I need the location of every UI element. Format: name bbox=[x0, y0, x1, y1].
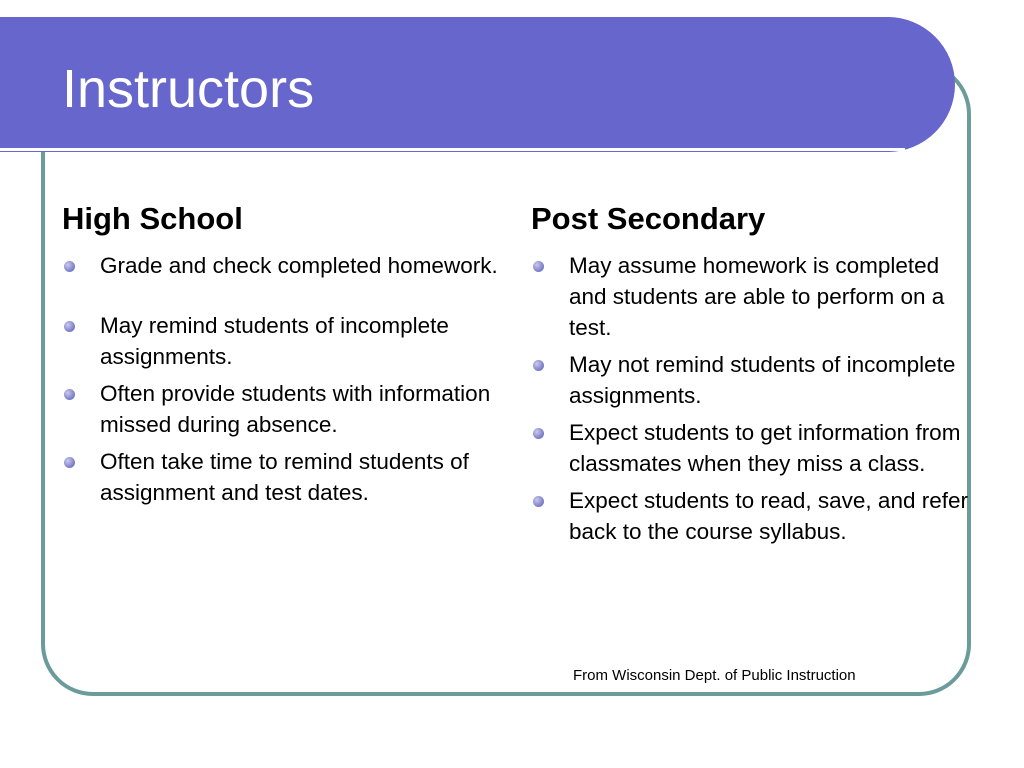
column-heading-high-school: High School bbox=[62, 201, 243, 236]
list-item: Often take time to remind students of assignment and test dates. bbox=[62, 446, 502, 508]
list-item: Expect students to read, save, and refer back to the course syllabus. bbox=[531, 485, 971, 547]
bullet-icon bbox=[533, 261, 544, 272]
list-item: May remind students of incomplete assignments. bbox=[62, 310, 502, 372]
column-heading-post-secondary: Post Secondary bbox=[531, 201, 766, 236]
bullet-icon bbox=[533, 496, 544, 507]
bullet-icon bbox=[64, 457, 75, 468]
source-footnote: From Wisconsin Dept. of Public Instruction bbox=[573, 667, 856, 684]
list-item: May assume homework is completed and students are able to perform on a test. bbox=[531, 250, 971, 343]
bullet-icon bbox=[533, 428, 544, 439]
list-item: Often provide students with information missed during absence. bbox=[62, 378, 502, 440]
list-item: Grade and check completed homework. bbox=[62, 250, 502, 281]
list-item: Expect students to get information from classmates when they miss a class. bbox=[531, 417, 971, 479]
high-school-list bbox=[62, 250, 502, 514]
bullet-icon bbox=[64, 389, 75, 400]
list-item: May not remind students of incomplete assignments. bbox=[531, 349, 971, 411]
slide-title: Instructors bbox=[62, 59, 315, 119]
title-underline bbox=[0, 148, 905, 151]
bullet-icon bbox=[533, 360, 544, 371]
bullet-icon bbox=[64, 321, 75, 332]
post-secondary-list bbox=[531, 250, 971, 553]
bullet-icon bbox=[64, 261, 75, 272]
